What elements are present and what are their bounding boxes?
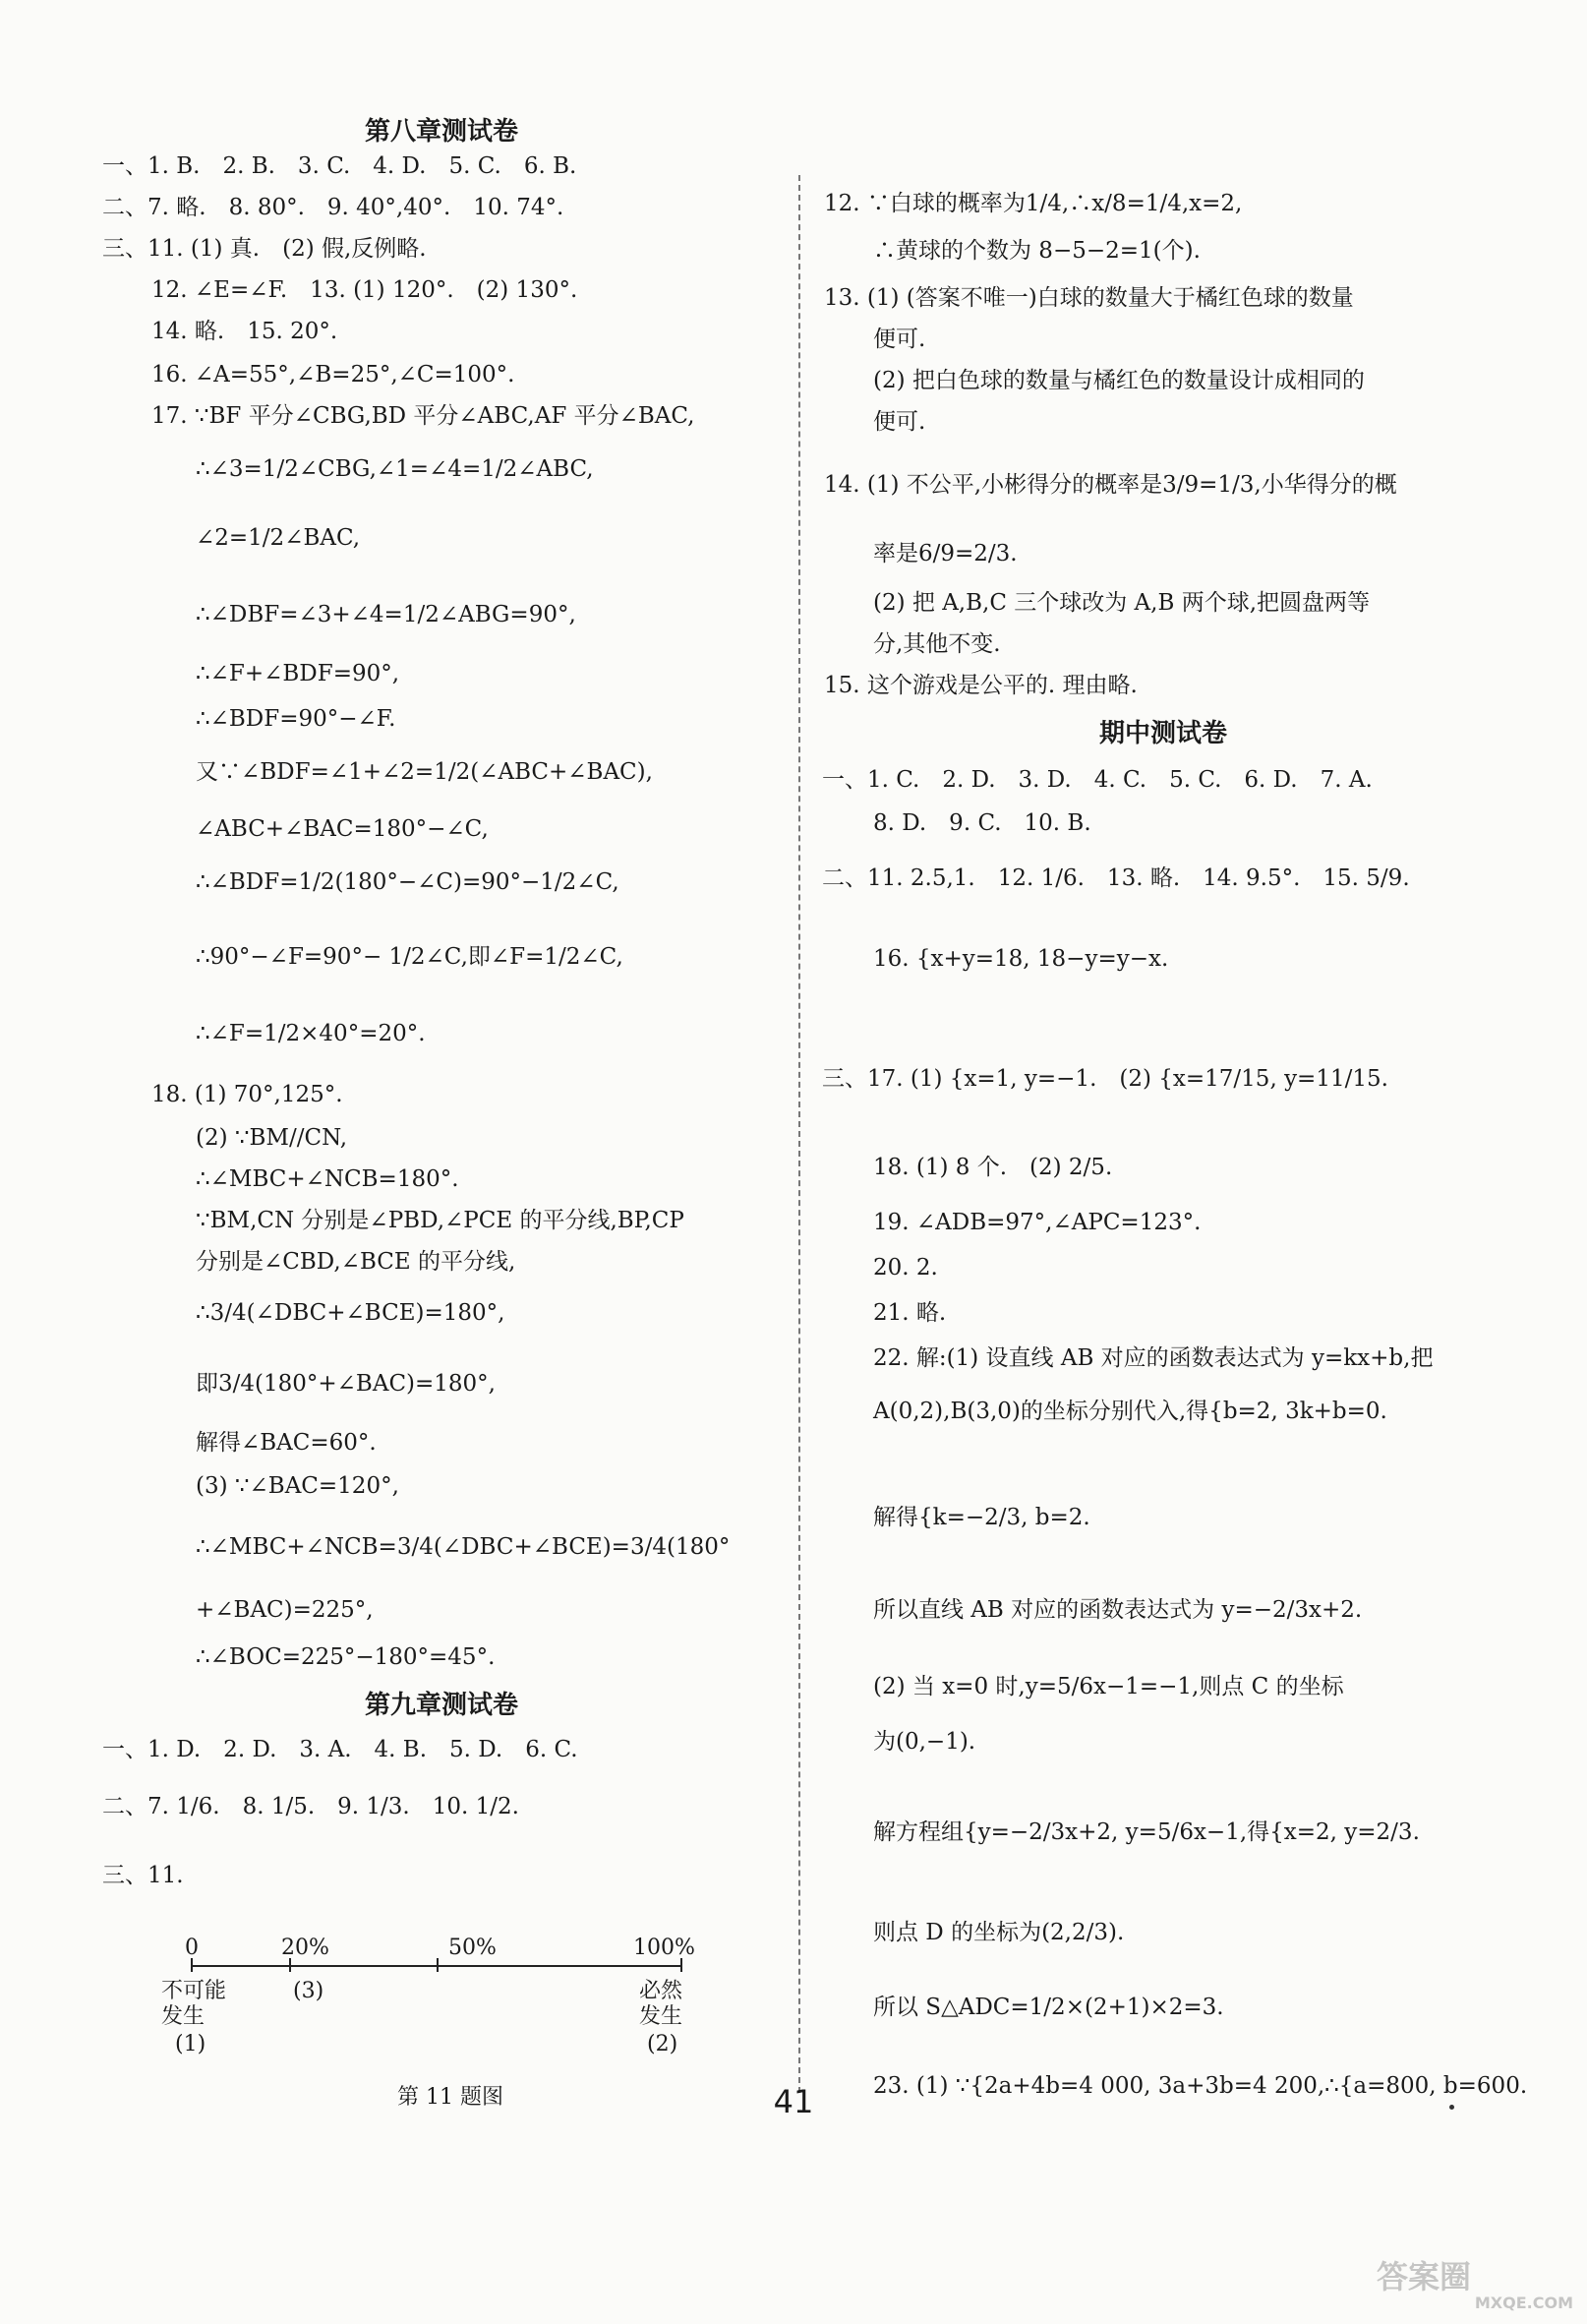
answer-line: 二、7. 1/6. 8. 1/5. 9. 1/3. 10. 1/2. — [102, 1794, 519, 1819]
tick-label: 0 — [185, 1936, 199, 1960]
answer-line: (3) ∵∠BAC=120°, — [196, 1473, 399, 1499]
midterm-title: 期中测试卷 — [1098, 719, 1227, 748]
event-2-label: (2) — [647, 2032, 678, 2056]
answer-line: 16. {x+y=18, 18−y=y−x. — [873, 946, 1169, 972]
answer-line: ∵BM,CN 分别是∠PBD,∠PCE 的平分线,BP,CP — [196, 1208, 684, 1233]
answer-line: 所以 S△ADC=1/2×(2+1)×2=3. — [873, 1995, 1224, 2020]
answer-line: ∴∠F=1/2×40°=20°. — [196, 1021, 426, 1046]
answer-line: ∴∠BOC=225°−180°=45°. — [196, 1644, 496, 1670]
page-number: 41 — [773, 2083, 814, 2120]
answer-line: 解方程组{y=−2/3x+2, y=5/6x−1,得{x=2, y=2/3. — [873, 1819, 1420, 1845]
answer-line: 21. 略. — [873, 1300, 947, 1326]
answer-line: (2) ∵BM//CN, — [196, 1125, 348, 1151]
answer-line: 三、17. (1) {x=1, y=−1. (2) {x=17/15, y=11/15. — [822, 1066, 1388, 1092]
watermark-main: 答案圈 — [1377, 2258, 1472, 2295]
answer-line: 即3/4(180°+∠BAC)=180°, — [196, 1371, 496, 1397]
watermark-logo — [1377, 2252, 1573, 2311]
answer-line: 一、1. B. 2. B. 3. C. 4. D. 5. C. 6. B. — [102, 153, 577, 179]
answer-line: 二、11. 2.5,1. 12. 1/6. 13. 略. 14. 9.5°. 15. 5/9. — [822, 865, 1410, 891]
column-divider — [798, 175, 800, 2093]
answer-line: 一、1. D. 2. D. 3. A. 4. B. 5. D. 6. C. — [102, 1737, 578, 1762]
answer-line: ∴90°−∠F=90°− 1/2∠C,即∠F=1/2∠C, — [196, 944, 623, 970]
answer-line: 分别是∠CBD,∠BCE 的平分线, — [196, 1249, 516, 1275]
answer-line: 15. 这个游戏是公平的. 理由略. — [824, 673, 1138, 698]
answer-line: 17. ∵BF 平分∠CBG,BD 平分∠ABC,AF 平分∠BAC, — [151, 403, 695, 429]
happen-label: 发生 — [161, 2004, 206, 2029]
answer-line: ∠ABC+∠BAC=180°−∠C, — [196, 816, 489, 842]
answer-line: 8. D. 9. C. 10. B. — [873, 810, 1091, 836]
answer-line: ∴∠BDF=90°−∠F. — [196, 706, 396, 732]
answer-line: 14. 略. 15. 20°. — [151, 319, 338, 344]
answer-line: 解得{k=−2/3, b=2. — [873, 1505, 1090, 1530]
event-1-label: (1) — [175, 2032, 206, 2056]
tick-label: 50% — [448, 1936, 497, 1960]
answer-line: 22. 解:(1) 设直线 AB 对应的函数表达式为 y=kx+b,把 — [873, 1345, 1434, 1371]
answer-line: 又∵∠BDF=∠1+∠2=1/2(∠ABC+∠BAC), — [196, 759, 653, 785]
figure-caption: 第 11 题图 — [397, 2085, 503, 2110]
answer-line: 解得∠BAC=60°. — [196, 1430, 377, 1456]
answer-line: ∴∠3=1/2∠CBG,∠1=∠4=1/2∠ABC, — [196, 456, 594, 482]
tick-label: 100% — [633, 1936, 695, 1960]
answer-line: 19. ∠ADB=97°,∠APC=123°. — [873, 1210, 1202, 1235]
answer-line: 所以直线 AB 对应的函数表达式为 y=−2/3x+2. — [873, 1597, 1363, 1623]
impossible-label: 不可能 — [161, 1979, 227, 2003]
answer-line: 三、11. — [102, 1863, 184, 1888]
answer-line: 23. (1) ∵{2a+4b=4 000, 3a+3b=4 200,∴{a=800, b=600. — [873, 2073, 1528, 2099]
answer-line: ∴∠MBC+∠NCB=180°. — [196, 1166, 459, 1192]
answer-line: 率是6/9=2/3. — [873, 541, 1018, 566]
answer-line: 为(0,−1). — [873, 1729, 976, 1755]
answer-line: 12. ∠E=∠F. 13. (1) 120°. (2) 130°. — [151, 277, 578, 303]
answer-line: 分,其他不变. — [873, 631, 1001, 657]
answer-line: 三、11. (1) 真. (2) 假,反例略. — [102, 236, 427, 262]
chapter8-title: 第八章测试卷 — [364, 117, 518, 147]
answer-line: +∠BAC)=225°, — [196, 1597, 374, 1623]
answer-line: 则点 D 的坐标为(2,2/3). — [873, 1920, 1125, 1945]
event-3-label: (3) — [293, 1979, 324, 2003]
answer-line: 18. (1) 70°,125°. — [151, 1082, 343, 1107]
answer-line: 13. (1) (答案不唯一)白球的数量大于橘红色球的数量 — [824, 285, 1354, 311]
answer-line: 20. 2. — [873, 1255, 938, 1281]
answer-line: 一、1. C. 2. D. 3. D. 4. C. 5. C. 6. D. 7. A. — [822, 767, 1373, 793]
answer-line: ∠2=1/2∠BAC, — [196, 525, 361, 551]
chapter9-title: 第九章测试卷 — [364, 1691, 518, 1720]
answer-line: ∴3/4(∠DBC+∠BCE)=180°, — [196, 1300, 505, 1326]
tick-mark — [437, 1958, 439, 1972]
answer-line: 便可. — [873, 327, 926, 352]
answer-line: (2) 当 x=0 时,y=5/6x−1=−1,则点 C 的坐标 — [873, 1674, 1344, 1699]
ink-dot — [1449, 2105, 1454, 2110]
watermark-sub: MXQE.COM — [1474, 2294, 1573, 2312]
answer-line: A(0,2),B(3,0)的坐标分别代入,得{b=2, 3k+b=0. — [873, 1399, 1387, 1424]
answer-line: ∴∠F+∠BDF=90°, — [196, 661, 400, 686]
answer-line: ∴∠DBF=∠3+∠4=1/2∠ABG=90°, — [196, 602, 576, 627]
answer-line: 16. ∠A=55°,∠B=25°,∠C=100°. — [151, 362, 515, 387]
answer-line: ∴∠MBC+∠NCB=3/4(∠DBC+∠BCE)=3/4(180° — [196, 1534, 731, 1560]
answer-line: ∴∠BDF=1/2(180°−∠C)=90°−1/2∠C, — [196, 869, 619, 895]
tick-label: 20% — [281, 1936, 329, 1960]
answer-line: ∴黄球的个数为 8−5−2=1(个). — [873, 238, 1201, 264]
happen-label-2: 发生 — [639, 2004, 683, 2029]
answer-line: 二、7. 略. 8. 80°. 9. 40°,40°. 10. 74°. — [102, 195, 564, 220]
answer-line: (2) 把白色球的数量与橘红色的数量设计成相同的 — [873, 368, 1365, 393]
certain-label: 必然 — [639, 1979, 683, 2003]
answer-line: 12. ∵白球的概率为1/4,∴x/8=1/4,x=2, — [824, 191, 1243, 216]
answer-line: (2) 把 A,B,C 三个球改为 A,B 两个球,把圆盘两等 — [873, 590, 1371, 616]
answer-line: 14. (1) 不公平,小彬得分的概率是3/9=1/3,小华得分的概 — [824, 472, 1397, 498]
answer-line: 18. (1) 8 个. (2) 2/5. — [873, 1155, 1113, 1180]
answer-line: 便可. — [873, 409, 926, 435]
